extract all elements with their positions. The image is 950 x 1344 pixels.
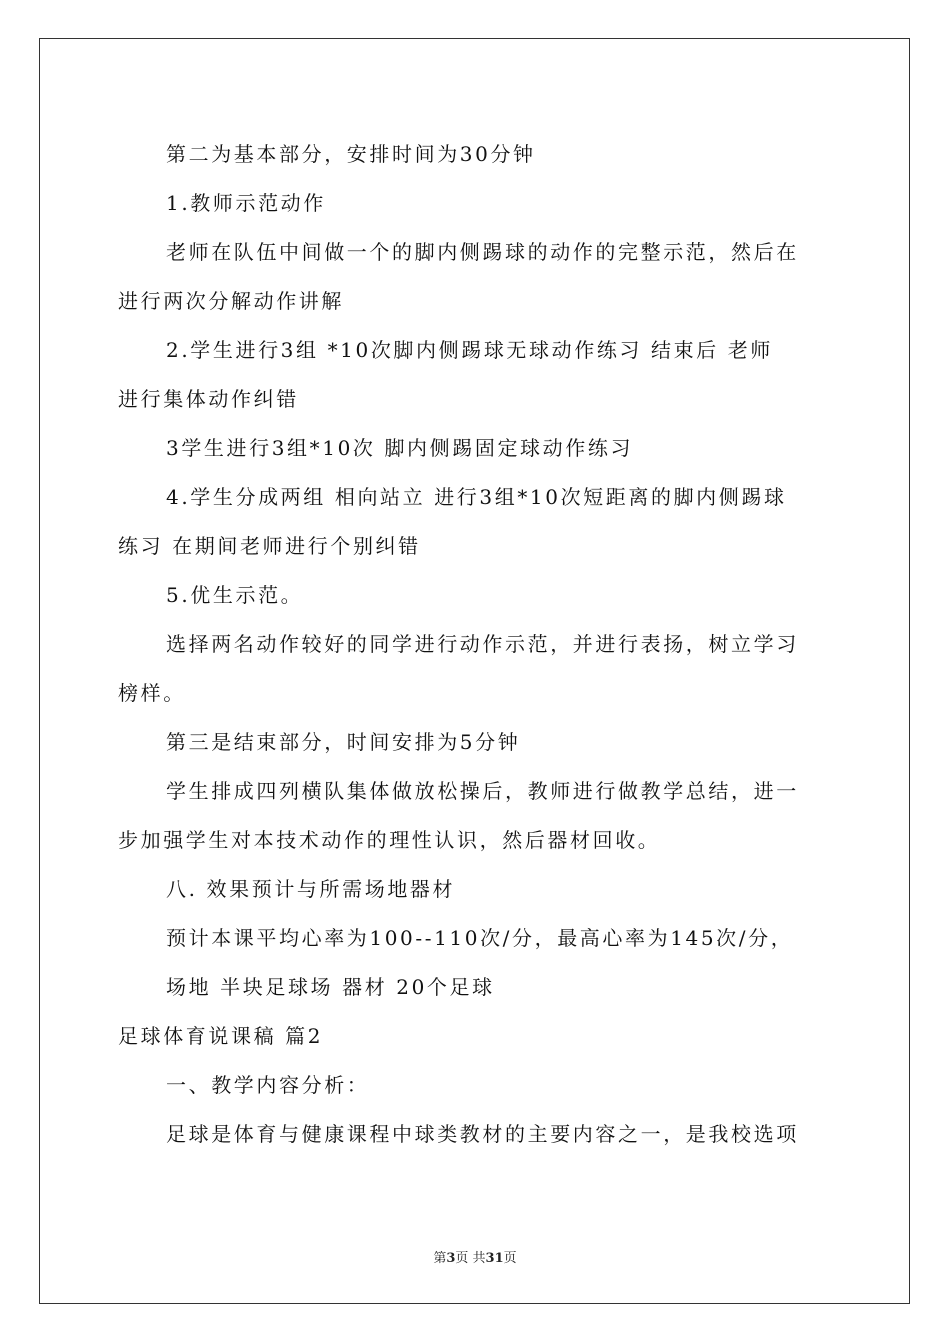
paragraph-line: 练习 在期间老师进行个别纠错 bbox=[118, 534, 421, 558]
paragraph: 1.教师示范动作 bbox=[166, 191, 326, 215]
paragraph: 第二为基本部分，安排时间为30分钟 bbox=[166, 142, 536, 166]
paragraph-line: 4.学生分成两组 相向站立 进行3组*10次短距离的脚内侧踢球 bbox=[166, 485, 787, 509]
total-page-count: 31 bbox=[485, 1251, 504, 1266]
article-title: 足球体育说课稿 篇2 bbox=[118, 1024, 324, 1048]
document-body bbox=[118, 130, 838, 1159]
paragraph-line: 步加强学生对本技术动作的理性认识，然后器材回收。 bbox=[118, 828, 661, 852]
paragraph-line: 进行集体动作纠错 bbox=[118, 387, 299, 411]
paragraph-line: 学生排成四列横队集体做放松操后，教师进行做教学总结，进一 bbox=[166, 779, 799, 803]
paragraph-line: 老师在队伍中间做一个的脚内侧踢球的动作的完整示范，然后在 bbox=[166, 240, 799, 264]
footer-mid: 页 共 bbox=[455, 1251, 486, 1266]
footer-prefix: 第 bbox=[433, 1251, 447, 1266]
paragraph bbox=[118, 620, 838, 718]
paragraph: 预计本课平均心率为100--110次/分，最高心率为145次/分， bbox=[166, 926, 794, 950]
paragraph: 5.优生示范。 bbox=[166, 583, 304, 607]
paragraph bbox=[118, 228, 838, 326]
paragraph-line: 进行两次分解动作讲解 bbox=[118, 289, 344, 313]
paragraph bbox=[118, 767, 838, 865]
footer-suffix: 页 bbox=[503, 1251, 517, 1266]
paragraph: 第三是结束部分，时间安排为5分钟 bbox=[166, 730, 521, 754]
section-heading: 一、教学内容分析： bbox=[166, 1073, 370, 1097]
paragraph: 3学生进行3组*10次 脚内侧踢固定球动作练习 bbox=[166, 436, 634, 460]
paragraph-line: 2.学生进行3组 *10次脚内侧踢球无球动作练习 结束后 老师 bbox=[166, 338, 773, 362]
paragraph bbox=[118, 326, 838, 424]
paragraph-line: 榜样。 bbox=[118, 681, 186, 705]
paragraph: 场地 半块足球场 器材 20个足球 bbox=[166, 975, 495, 999]
paragraph: 足球是体育与健康课程中球类教材的主要内容之一，是我校选项 bbox=[166, 1122, 799, 1146]
current-page-number: 3 bbox=[446, 1251, 456, 1266]
paragraph bbox=[118, 473, 838, 571]
paragraph-line: 选择两名动作较好的同学进行动作示范，并进行表扬，树立学习 bbox=[166, 632, 799, 656]
section-heading: 八. 效果预计与所需场地器材 bbox=[166, 877, 456, 901]
page-footer bbox=[0, 1247, 950, 1266]
